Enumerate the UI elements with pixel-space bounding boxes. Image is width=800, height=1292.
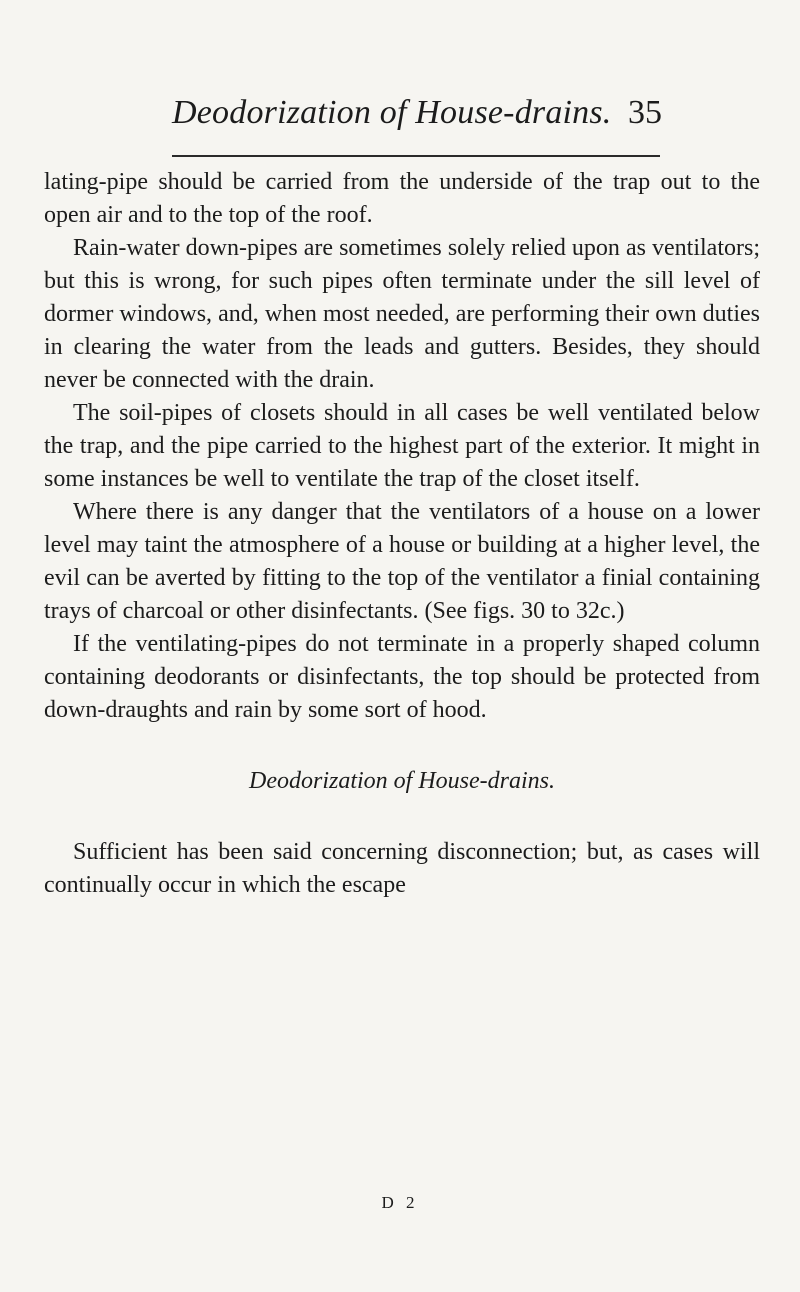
running-head [172, 94, 662, 144]
page-number: 35 [628, 94, 662, 131]
section-title: Deodorization of House-drains. [249, 768, 555, 794]
header-rule [172, 155, 660, 157]
running-title: Deodorization of House-drains. [172, 94, 612, 131]
paragraph-rain-water: Rain-water down-pipes are sometimes solely relied upon as ventilators; but this is wrong, for such pipes often terminate under the sill level of dormer windows, and, when most needed, are performing their own duties in clearing the water from the leads and gutters. Besides, they should never be connected with the drain. [44, 235, 760, 393]
body-text [44, 166, 760, 902]
paragraph-sufficient: Sufficient has been said concerning disconnection; but, as cases will continually occur in which the escape [44, 839, 760, 898]
paragraph-hood: If the ventilating-pipes do not terminate in a properly shaped column containing deodorants or disinfectants, the top should be protected from down-draughts and rain by some sort of hood. [44, 631, 760, 723]
signature-mark: D 2 [381, 1193, 419, 1212]
paragraph-continued: lating-pipe should be carried from the underside of the trap out to the open air and to the top of the roof. [44, 169, 760, 228]
paragraph-ventilators: Where there is any danger that the ventilators of a house on a lower level may taint the atmosphere of a house or building at a higher level, the evil can be averted by fitting to the top of the ventilator a finial containing trays of charcoal or other disinfectants. (See figs. 30 to 32c.) [44, 499, 760, 624]
paragraph-soil-pipes: The soil-pipes of closets should in all cases be well ventilated below the trap, and the pipe carried to the highest part of the exterior. It might in some instances be well to ventilate the trap of the closet itself. [44, 400, 760, 492]
